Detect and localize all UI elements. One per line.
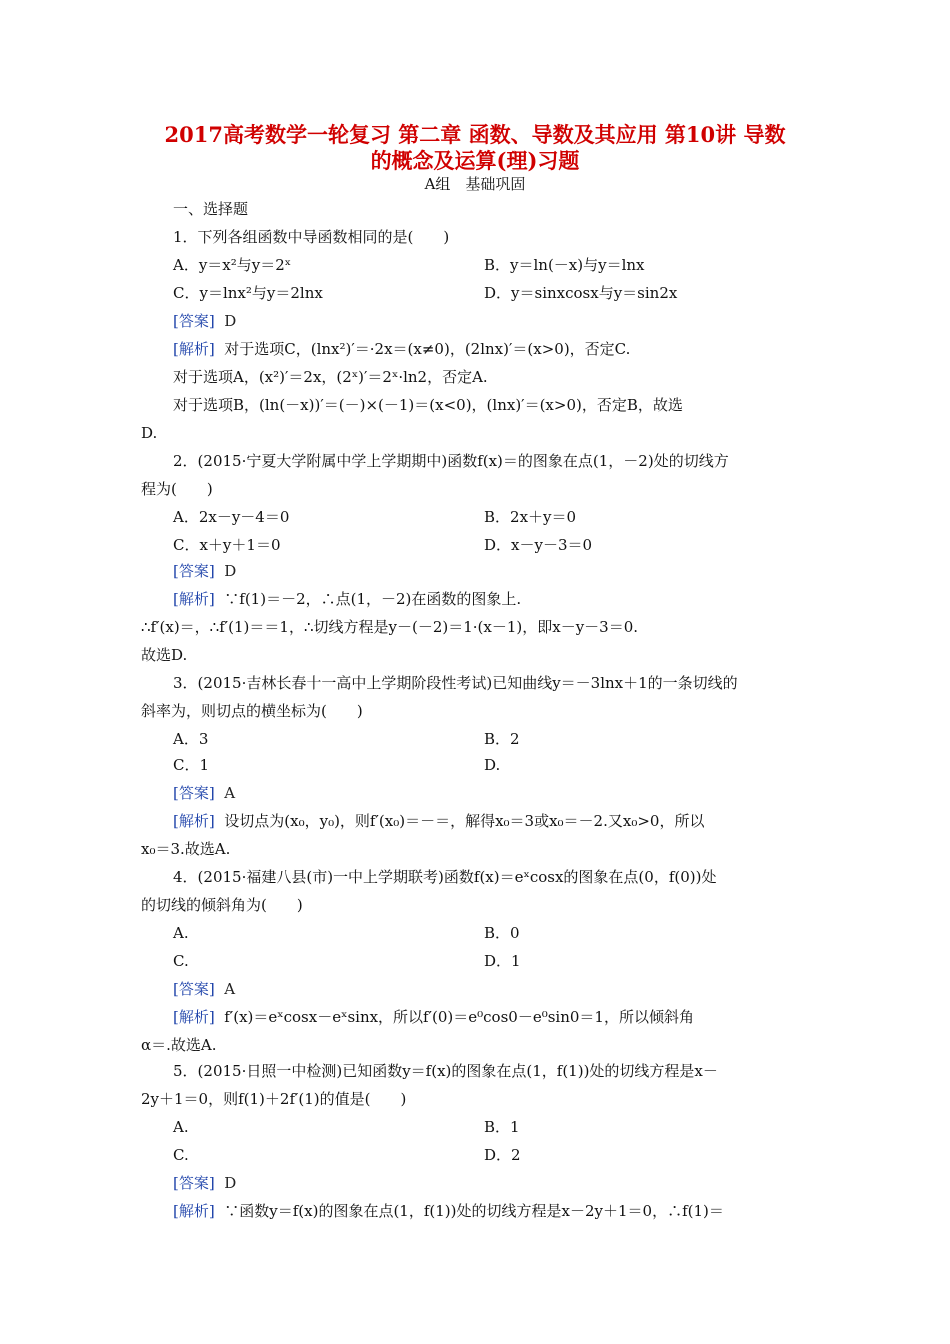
question-4-analysis-line2: α＝.故选A. xyxy=(141,1036,217,1054)
analysis-tag: [解析] xyxy=(173,812,215,830)
question-2-option-c: C．x＋y＋1＝0 xyxy=(173,536,281,554)
analysis-tag: [解析] xyxy=(173,1202,215,1220)
question-1-stem: 1．下列各组函数中导函数相同的是( ) xyxy=(173,228,450,246)
question-5-analysis-line1 xyxy=(173,1201,724,1221)
question-4-stem-line1: 4．(2015·福建八县(市)一中上学期联考)函数f(x)＝eˣcosx的图象在点(0，f(0))处 xyxy=(173,868,717,886)
question-1-option-d: D．y＝sinxcosx与y＝sin2x xyxy=(484,284,678,302)
analysis-tag: [解析] xyxy=(173,590,215,608)
question-1-analysis-line3: 对于选项B，(ln(－x))′＝(－)×(－1)＝(x<0)，(lnx)′＝(x>0)，否定B，故选 xyxy=(173,396,683,414)
question-2-analysis-line3: 故选D. xyxy=(141,646,188,664)
question-1-answer xyxy=(173,311,236,331)
question-3-option-b: B．2 xyxy=(484,730,520,748)
question-3-option-a: A．3 xyxy=(173,730,209,748)
answer-value: D xyxy=(224,1174,237,1192)
question-5-stem-line2: 2y＋1＝0，则f(1)＋2f′(1)的值是( ) xyxy=(141,1090,407,1108)
question-3-stem-line1: 3．(2015·吉林长春十一高中上学期阶段性考试)已知曲线y＝－3lnx＋1的一条切线的 xyxy=(173,674,738,692)
question-2-stem-line2: 程为( ) xyxy=(141,480,213,498)
question-2-answer xyxy=(173,561,236,581)
question-3-option-d: D. xyxy=(484,756,501,774)
question-3-option-c: C．1 xyxy=(173,756,210,774)
question-5-answer xyxy=(173,1173,236,1193)
analysis-text: 设切点为(x₀，y₀)，则f′(x₀)＝－＝，解得x₀＝3或x₀＝－2.又x₀>0，所以 xyxy=(224,812,705,830)
question-3-analysis-line2: x₀＝3.故选A. xyxy=(141,840,231,858)
question-2-option-b: B．2x＋y＝0 xyxy=(484,508,577,526)
question-1-option-a: A．y＝x²与y＝2ˣ xyxy=(173,256,292,274)
analysis-tag: [解析] xyxy=(173,340,215,358)
answer-value: A xyxy=(224,784,236,802)
answer-tag: [答案] xyxy=(173,784,215,802)
answer-tag: [答案] xyxy=(173,1174,215,1192)
answer-tag: [答案] xyxy=(173,980,215,998)
analysis-text: 对于选项C，(lnx²)′＝·2x＝(x≠0)，(2lnx)′＝(x>0)，否定C. xyxy=(224,340,631,358)
question-1-option-b: B．y＝ln(－x)与y＝lnx xyxy=(484,256,645,274)
question-1-analysis-line2: 对于选项A，(x²)′＝2x，(2ˣ)′＝2ˣ·ln2，否定A. xyxy=(173,368,488,386)
question-5-option-a: A. xyxy=(173,1118,189,1136)
question-1-analysis-line4: D. xyxy=(141,424,158,442)
question-5-option-c: C. xyxy=(173,1146,189,1164)
question-5-option-b: B．1 xyxy=(484,1118,520,1136)
document-title-line1: 2017高考数学一轮复习 第二章 函数、导数及其应用 第10讲 导数 xyxy=(164,122,786,147)
question-4-answer xyxy=(173,979,235,999)
question-4-option-a: A. xyxy=(173,924,189,942)
question-3-stem-line2: 斜率为，则切点的横坐标为( ) xyxy=(141,702,363,720)
question-2-stem-line1: 2．(2015·宁夏大学附属中学上学期期中)函数f(x)＝的图象在点(1，－2)处的切线方 xyxy=(173,452,729,470)
question-3-answer xyxy=(173,783,235,803)
analysis-text: ∵函数y＝f(x)的图象在点(1，f(1))处的切线方程是x－2y＋1＝0，∴f(1)＝ xyxy=(224,1202,724,1220)
answer-value: A xyxy=(224,980,236,998)
answer-tag: [答案] xyxy=(173,312,215,330)
analysis-tag: [解析] xyxy=(173,1008,215,1026)
question-3-analysis-line1 xyxy=(173,811,704,831)
question-4-stem-line2: 的切线的倾斜角为( ) xyxy=(141,896,303,914)
question-5-stem-line1: 5．(2015·日照一中检测)已知函数y＝f(x)的图象在点(1，f(1))处的切线方程是x－ xyxy=(173,1062,718,1080)
answer-tag: [答案] xyxy=(173,562,215,580)
question-4-option-c: C. xyxy=(173,952,189,970)
analysis-text: ∵f(1)＝－2，∴点(1，－2)在函数的图象上. xyxy=(224,590,522,608)
document-title-line2: 的概念及运算(理)习题 xyxy=(370,148,580,173)
answer-value: D xyxy=(224,312,237,330)
question-2-analysis-line2: ∴f′(x)＝，∴f′(1)＝＝1，∴切线方程是y－(－2)＝1·(x－1)，即x－y－3＝0. xyxy=(141,618,639,636)
question-1-analysis-line1 xyxy=(173,339,630,359)
section-heading: 一、选择题 xyxy=(173,200,249,218)
question-2-analysis-line1 xyxy=(173,589,521,609)
analysis-text: f′(x)＝eˣcosx－eˣsinx，所以f′(0)＝e⁰cos0－e⁰sin0＝1，所以倾斜角 xyxy=(224,1008,694,1026)
question-2-option-a: A．2x－y－4＝0 xyxy=(173,508,290,526)
question-4-option-b: B．0 xyxy=(484,924,520,942)
group-heading: A组 基础巩固 xyxy=(424,175,526,193)
question-4-analysis-line1 xyxy=(173,1007,694,1027)
question-5-option-d: D．2 xyxy=(484,1146,521,1164)
answer-value: D xyxy=(224,562,237,580)
question-2-option-d: D．x－y－3＝0 xyxy=(484,536,593,554)
question-4-option-d: D．1 xyxy=(484,952,521,970)
question-1-option-c: C．y＝lnx²与y＝2lnx xyxy=(173,284,323,302)
